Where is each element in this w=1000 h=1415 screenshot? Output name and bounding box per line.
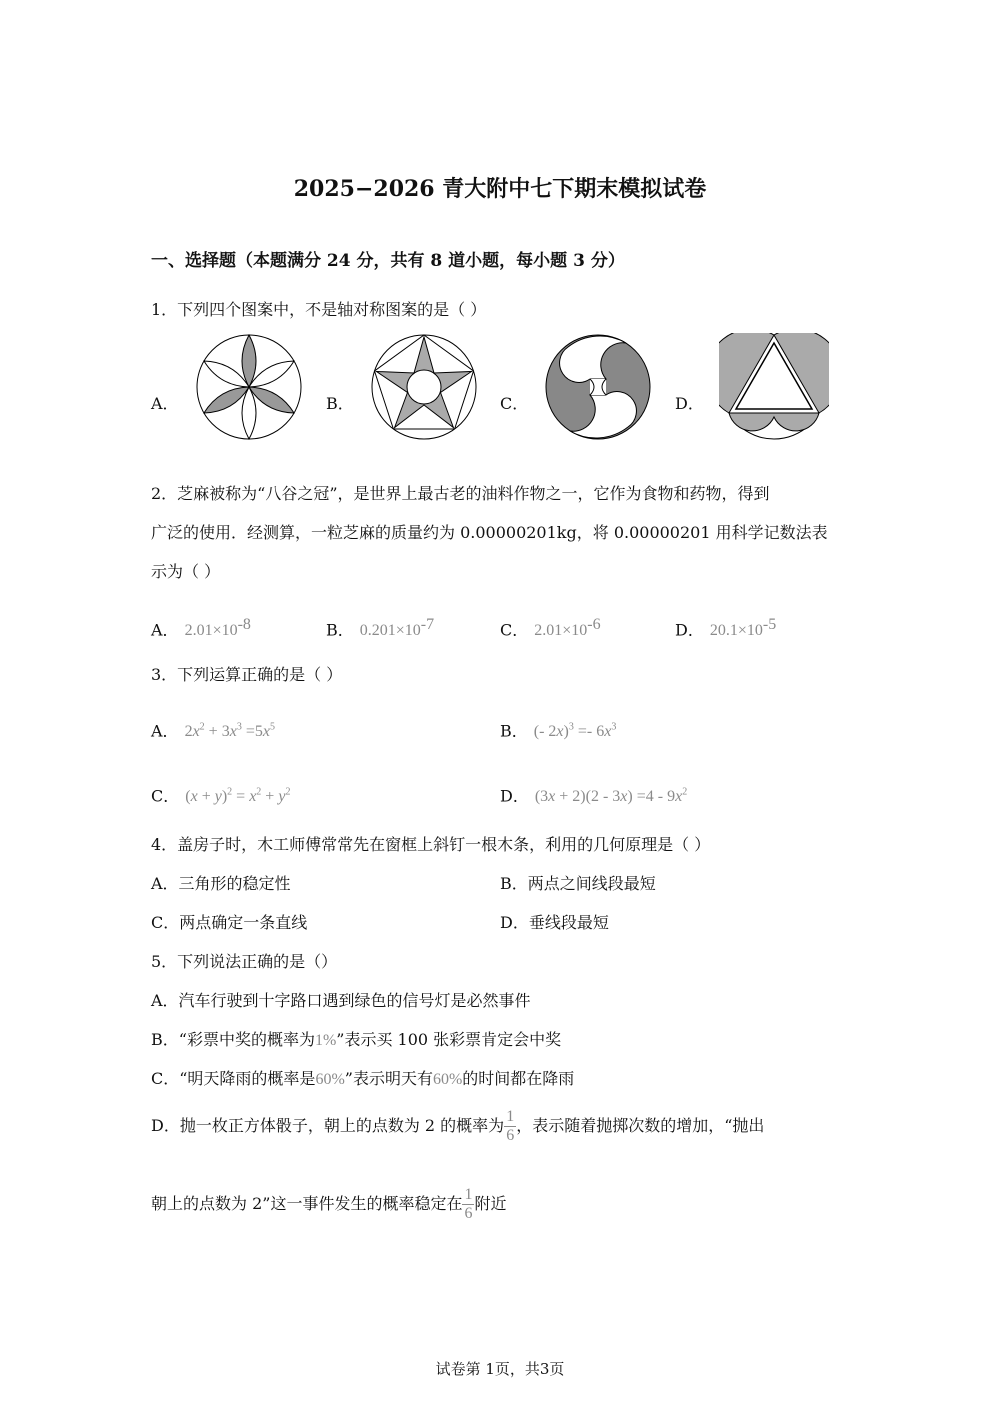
q3-option-b: B． (- $2x)^3 =- 6x^3$ <box>500 721 617 741</box>
q4-option-c: C．两点确定一条直线 <box>151 913 308 932</box>
q4-option-a: A．三角形的稳定性 <box>151 874 291 893</box>
q1-label-b: B． <box>326 394 354 413</box>
q5-option-d: D．抛一枚正方体骰子，朝上的点数为 2 的概率为 $\frac{1}{6}$ ，表示随着抛掷次数的增加，“抛出 <box>151 1108 765 1144</box>
figure-d-triangle-icon <box>719 333 829 441</box>
q2-option-a: A． $2.01\times 10^{-8}$ <box>151 616 251 640</box>
fraction-one-sixth: $\frac{1}{6}$ <box>506 1108 515 1144</box>
q1-label-a: A． <box>151 394 179 413</box>
q4-option-d: D．垂线段最短 <box>500 913 609 932</box>
q2-line-2: 广泛的使用．经测算，一粒芝麻的质量约为 0.00000201kg，将 0.00000201 用科学记数法表 <box>151 523 828 542</box>
q2-option-b: B． $0.201\times 10^{-7}$ <box>326 616 435 640</box>
page-footer: 试卷第 1页，共3页 <box>435 1360 565 1378</box>
q1-label-c: C． <box>500 394 529 413</box>
q2-option-c: C． $2.01\times 10^{-6}$ <box>500 616 601 640</box>
q3-option-a: A． $2x^2 + 3x^3 =5x^5$ <box>151 721 275 741</box>
q2-option-d: D． $20.1\times 10^{-5}$ <box>675 616 777 640</box>
q5-option-c: C．“明天降雨的概率是60%”表示明天有60%的时间都在降雨 <box>151 1069 575 1088</box>
q1-label-d: D． <box>675 394 704 413</box>
q2-line-1: 2．芝麻被称为“八谷之冠”，是世界上最古老的油料作物之一，它作为食物和药物，得到 <box>151 484 770 503</box>
figure-c-swirl-icon <box>543 333 653 441</box>
q4-stem: 4．盖房子时，木工师傅常常先在窗框上斜钉一根木条，利用的几何原理是（ ） <box>151 835 711 854</box>
q5-option-a: A．汽车行驶到十字路口遇到绿色的信号灯是必然事件 <box>151 991 531 1010</box>
q5-option-b: B．“彩票中奖的概率为1%”表示买 100 张彩票肯定会中奖 <box>151 1030 562 1049</box>
q4-option-b: B．两点之间线段最短 <box>500 874 656 893</box>
q2-line-3: 示为（ ） <box>151 562 221 581</box>
q3-stem: 3．下列运算正确的是（ ） <box>151 665 343 684</box>
q5-stem: 5．下列说法正确的是（） <box>151 952 338 971</box>
figure-b-star-icon <box>369 333 479 441</box>
q5-option-d-continued: 朝上的点数为 2”这一事件发生的概率稳定在 $\frac{1}{6}$ 附近 <box>151 1186 507 1222</box>
section-heading: 一、选择题（本题满分 24 分，共有 8 道小题，每小题 3 分） <box>151 251 625 271</box>
fraction-one-sixth: $\frac{1}{6}$ <box>464 1186 473 1222</box>
figure-a-flower-icon <box>194 333 304 441</box>
q3-option-c: C． $(x + y)^2 = x^2 + y^2$ <box>151 786 291 806</box>
page-title: 2025−2026 青大附中七下期末模拟试卷 <box>293 176 707 202</box>
q3-option-d: D． $(3x + 2)(2 - 3x) =4 - 9x^2$ <box>500 786 688 806</box>
q1-stem: 1．下列四个图案中，不是轴对称图案的是（ ） <box>151 300 487 319</box>
